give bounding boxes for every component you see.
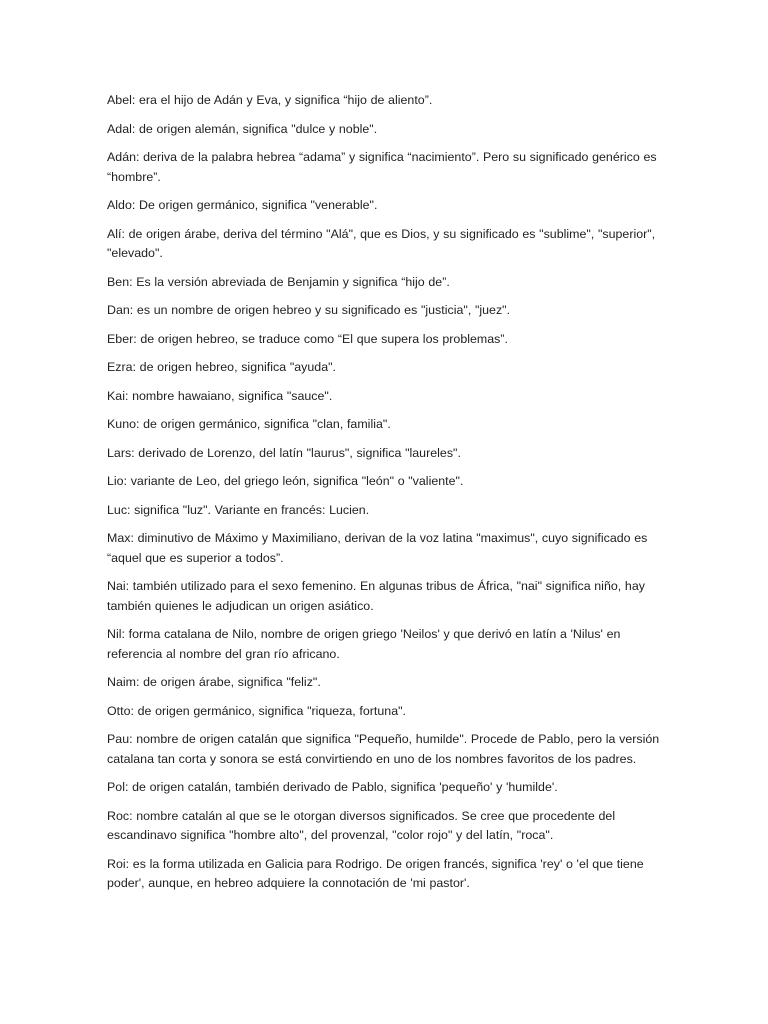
name-entry-adal: Adal: de origen alemán, significa "dulce y noble".: [107, 121, 378, 136]
name-entry-pau: Pau: nombre de origen catalán que significa "Pequeño, humilde". Procede de Pablo, pero la versión catalana tan corta y sonora se está convirtiendo en uno de los nombres favoritos de los padres.: [107, 732, 660, 766]
name-entry-otto: Otto: de origen germánico, significa "riqueza, fortuna".: [107, 703, 407, 718]
name-entry-aldo: Aldo: De origen germánico, significa "venerable".: [107, 198, 378, 212]
name-entry-roi: Roi: es la forma utilizada en Galicia para Rodrigo. De origen francés, significa 'rey' o 'el que tiene poder', aunque, en hebreo adquiere la connotación de 'mi pastor'.: [107, 856, 644, 890]
name-entry-nil: Nil: forma catalana de Nilo, nombre de origen griego 'Neilos' y que derivó en latín a 'Nilus' en referencia al nombre del gran río africano.: [107, 627, 621, 661]
name-entry-nai: Nai: también utilizado para el sexo femenino. En algunas tribus de África, "nai" significa niño, hay también quienes le adjudican un origen asiático.: [107, 579, 645, 613]
name-entry-dan: Dan: es un nombre de origen hebreo y su significado es "justicia", "juez".: [107, 303, 511, 317]
name-entry-roc: Roc: nombre catalán al que se le otorgan diversos significados. Se cree que procedente del escandinavo significa "hombre alto", del provenzal, "color rojo" y del latín, "roca".: [107, 808, 616, 842]
name-entry-lars: Lars: derivado de Lorenzo, del latín "laurus", significa "laureles".: [107, 445, 461, 460]
name-entry-ezra: Ezra: de origen hebreo, significa "ayuda".: [107, 360, 336, 374]
name-entry-eber: Eber: de origen hebreo, se traduce como “El que supera los problemas”.: [107, 331, 509, 346]
name-entry-luc: Luc: significa "luz". Variante en francés: Lucien.: [107, 502, 370, 517]
name-entry-kuno: Kuno: de origen germánico, significa "clan, familia".: [107, 417, 391, 431]
document-body: [107, 91, 667, 903]
name-entry-naim: Naim: de origen árabe, significa "feliz".: [107, 675, 321, 689]
name-entry-ali: Alí: de origen árabe, deriva del término "Alá", que es Dios, y su significado es "sublime", "superior", "elevado".: [107, 226, 656, 260]
name-entry-ben: Ben: Es la versión abreviada de Benjamin y significa “hijo de”.: [107, 274, 450, 289]
name-entry-max: Max: diminutivo de Máximo y Maximiliano, derivan de la voz latina "maximus", cuyo significado es “aquel que es superior a todos”.: [107, 531, 648, 565]
name-entry-abel: Abel: era el hijo de Adán y Eva, y significa “hijo de aliento”.: [107, 93, 433, 107]
name-entry-pol: Pol: de origen catalán, también derivado de Pablo, significa 'pequeño' y 'humilde'.: [107, 780, 558, 794]
name-entry-kai: Kai: nombre hawaiano, significa "sauce".: [107, 388, 333, 403]
name-entry-lio: Lio: variante de Leo, del griego león, significa "león" o "valiente".: [107, 474, 464, 488]
name-entry-adan: Adán: deriva de la palabra hebrea “adama” y significa “nacimiento”. Pero su significado genérico es “hombre”.: [107, 150, 657, 184]
